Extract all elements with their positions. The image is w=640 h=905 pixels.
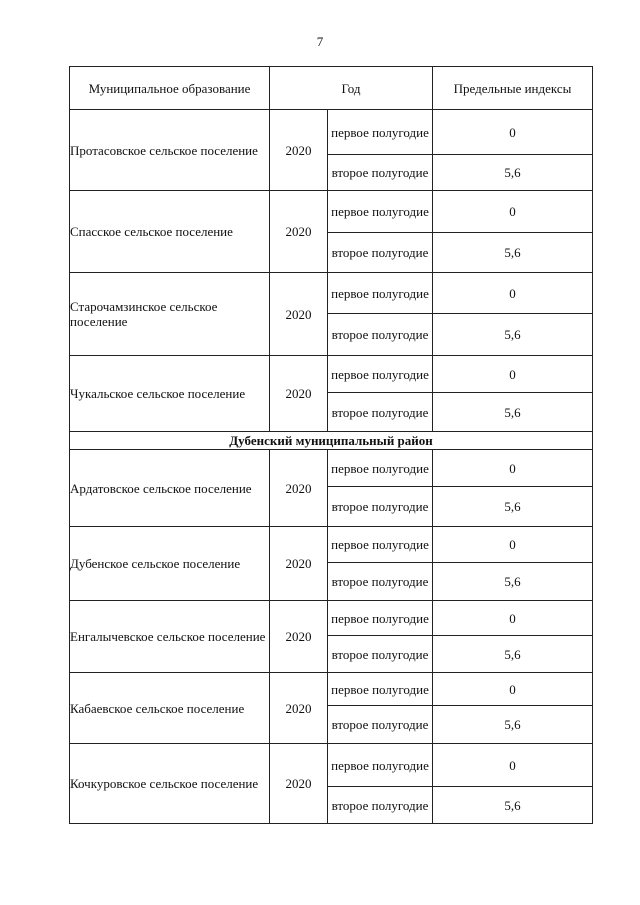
index-value-second: 5,6: [433, 706, 593, 744]
index-value-first: 0: [433, 450, 593, 487]
index-value-first: 0: [433, 356, 593, 393]
index-value-second: 5,6: [433, 636, 593, 673]
municipality-name: Кабаевское сельское поселение: [70, 673, 270, 744]
index-value-second: 5,6: [433, 233, 593, 273]
year-cell: 2020: [270, 601, 328, 673]
half-year-first-label: первое полугодие: [328, 356, 433, 393]
index-value-second: 5,6: [433, 787, 593, 824]
index-value-first: 0: [433, 673, 593, 706]
header-indices: Предельные индексы: [433, 67, 593, 110]
page-number: 7: [316, 34, 324, 49]
index-value-first: 0: [433, 527, 593, 563]
table-row: [70, 673, 593, 706]
half-year-first-label: первое полугодие: [328, 527, 433, 563]
index-value-second: 5,6: [433, 155, 593, 191]
half-year-second-label: второе полугодие: [328, 314, 433, 356]
municipality-name: Протасовское сельское поселение: [70, 110, 270, 191]
table-row: [70, 601, 593, 636]
municipality-name: Старочамзинское сельское поселение: [70, 273, 270, 356]
half-year-first-label: первое полугодие: [328, 744, 433, 787]
municipality-name: Чукальское сельское поселение: [70, 356, 270, 432]
index-value-second: 5,6: [433, 563, 593, 601]
half-year-second-label: второе полугодие: [328, 393, 433, 432]
header-year: Год: [270, 67, 433, 110]
year-cell: 2020: [270, 191, 328, 273]
index-value-second: 5,6: [433, 314, 593, 356]
table-row: [70, 110, 593, 155]
half-year-second-label: второе полугодие: [328, 155, 433, 191]
half-year-second-label: второе полугодие: [328, 233, 433, 273]
header-municipality: Муниципальное образование: [70, 67, 270, 110]
header-row: [70, 67, 593, 110]
half-year-second-label: второе полугодие: [328, 563, 433, 601]
table-row: [70, 527, 593, 563]
municipality-name: Спасское сельское поселение: [70, 191, 270, 273]
index-value-first: 0: [433, 191, 593, 233]
index-value-second: 5,6: [433, 393, 593, 432]
half-year-first-label: первое полугодие: [328, 450, 433, 487]
index-value-first: 0: [433, 601, 593, 636]
municipality-name: Кочкуровское сельское поселение: [70, 744, 270, 824]
year-cell: 2020: [270, 273, 328, 356]
index-value-first: 0: [433, 744, 593, 787]
district-row: [70, 432, 593, 450]
index-value-first: 0: [433, 273, 593, 314]
half-year-second-label: второе полугодие: [328, 487, 433, 527]
table-row: [70, 191, 593, 233]
half-year-first-label: первое полугодие: [328, 601, 433, 636]
year-cell: 2020: [270, 450, 328, 527]
half-year-first-label: первое полугодие: [328, 673, 433, 706]
table-body: [70, 110, 593, 824]
half-year-first-label: первое полугодие: [328, 110, 433, 155]
table-row: [70, 450, 593, 487]
table-row: [70, 273, 593, 314]
half-year-first-label: первое полугодие: [328, 273, 433, 314]
half-year-second-label: второе полугодие: [328, 636, 433, 673]
municipality-name: Енгалычевское сельское поселение: [70, 601, 270, 673]
table-row: [70, 744, 593, 787]
half-year-first-label: первое полугодие: [328, 191, 433, 233]
tariff-index-table: [69, 66, 593, 824]
index-value-second: 5,6: [433, 487, 593, 527]
year-cell: 2020: [270, 673, 328, 744]
half-year-second-label: второе полугодие: [328, 706, 433, 744]
municipality-name: Ардатовское сельское поселение: [70, 450, 270, 527]
half-year-second-label: второе полугодие: [328, 787, 433, 824]
index-value-first: 0: [433, 110, 593, 155]
municipality-name: Дубенское сельское поселение: [70, 527, 270, 601]
year-cell: 2020: [270, 110, 328, 191]
table-row: [70, 356, 593, 393]
year-cell: 2020: [270, 356, 328, 432]
year-cell: 2020: [270, 744, 328, 824]
district-title: Дубенский муниципальный район: [70, 432, 593, 450]
year-cell: 2020: [270, 527, 328, 601]
